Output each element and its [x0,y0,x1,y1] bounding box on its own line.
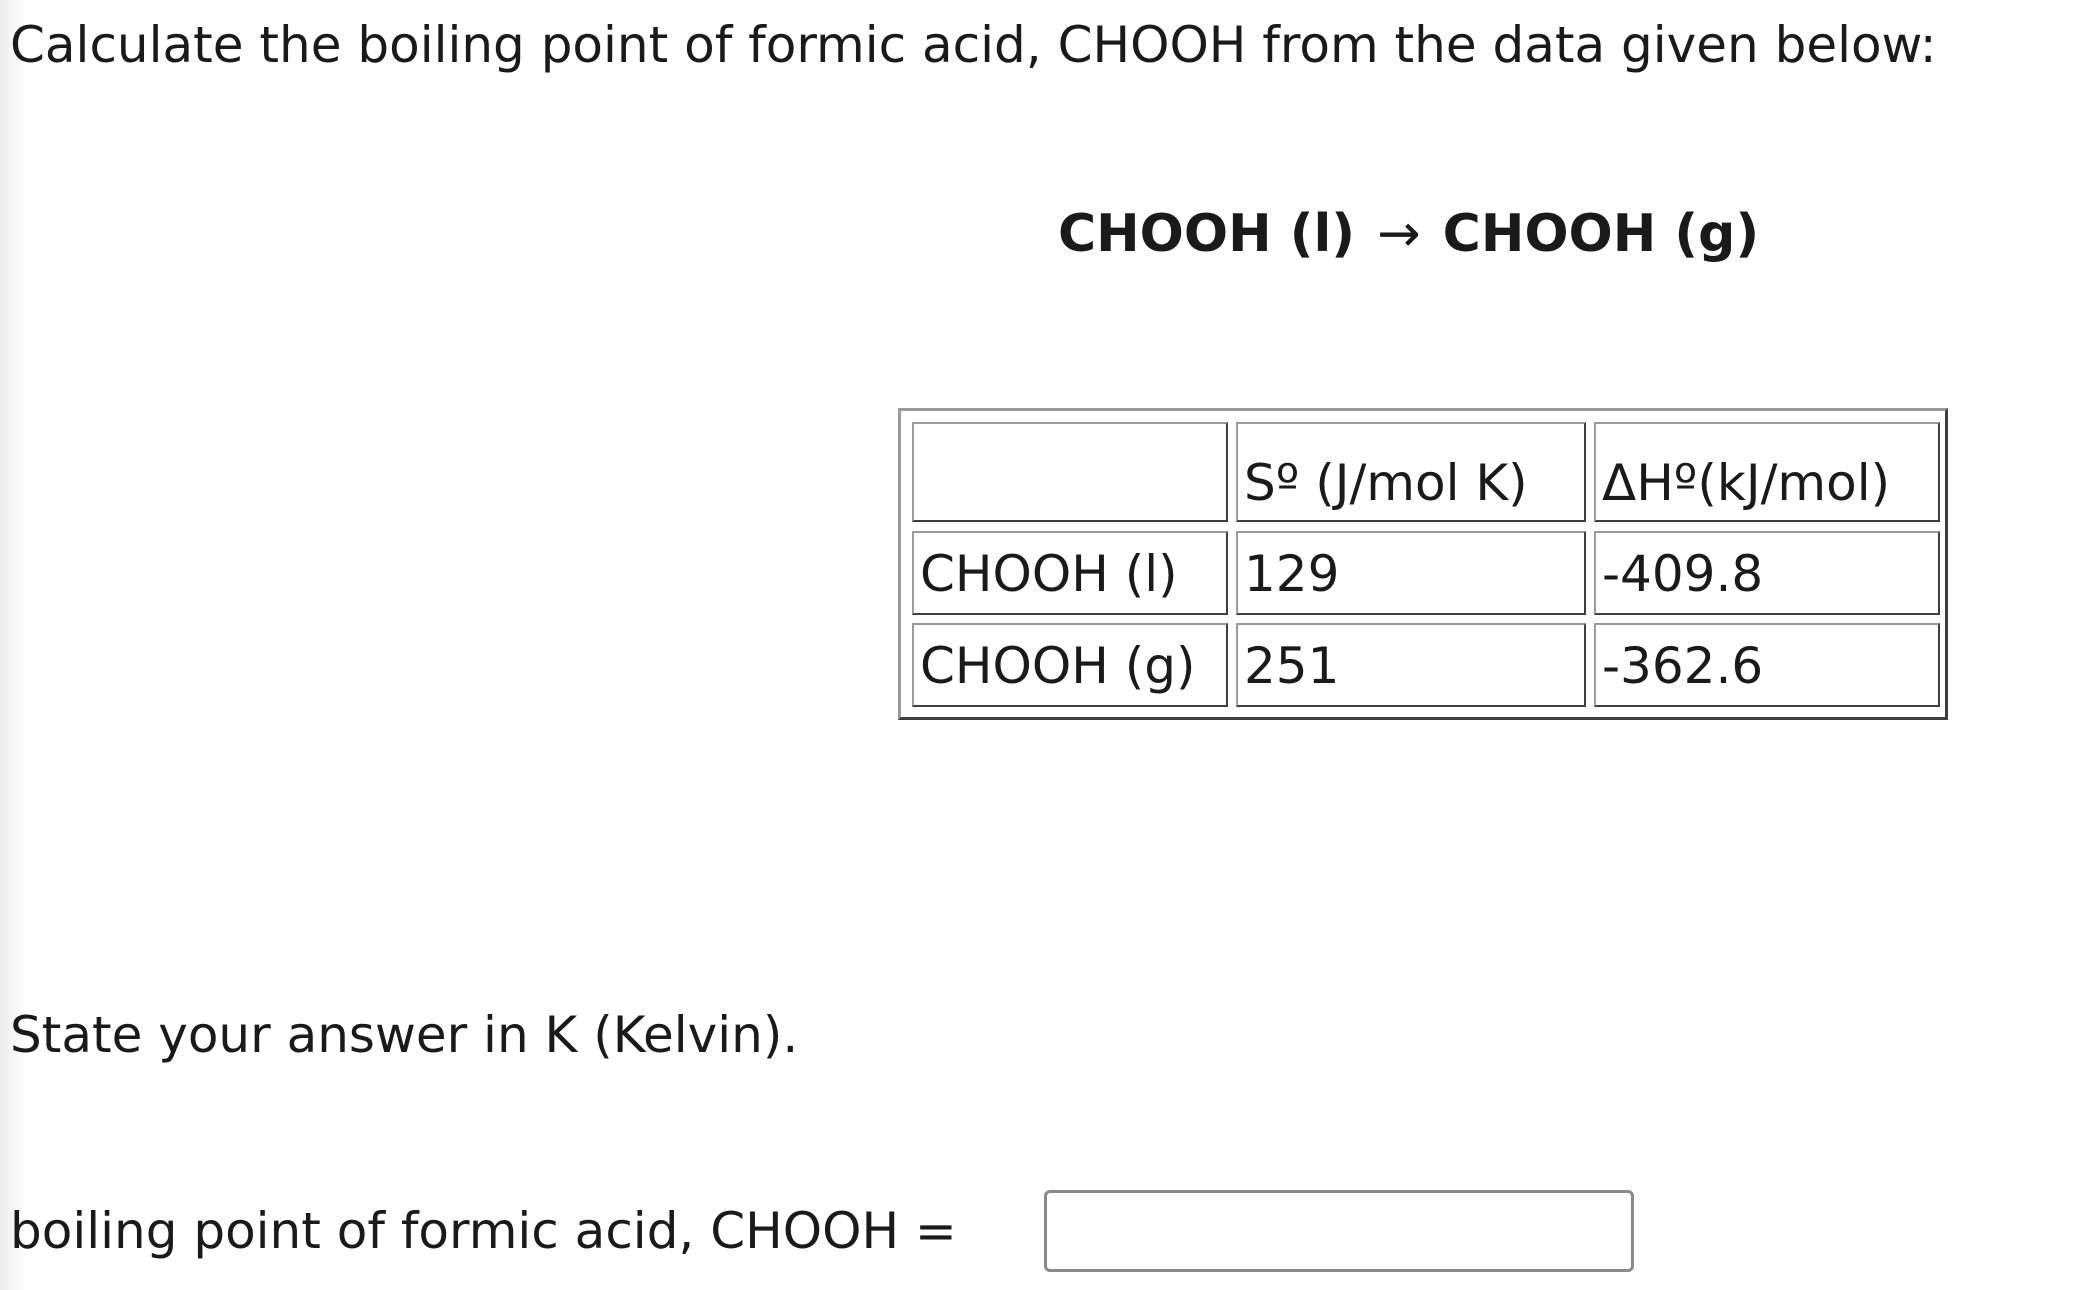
answer-input[interactable] [1044,1190,1634,1272]
table-cell: -362.6 [1594,623,1940,707]
answer-label: boiling point of formic acid, CHOOH = [10,1202,957,1260]
table-cell: 251 [1236,623,1586,707]
product: CHOOH (g) [1442,204,1760,264]
reaction-arrow: → [1377,204,1421,264]
instruction-text: State your answer in K (Kelvin). [10,1006,799,1064]
question-text: Calculate the boiling point of formic acid, CHOOH from the data given below: [10,16,1937,74]
reaction-equation [1058,202,1759,266]
table-cell: CHOOH (l) [912,531,1228,615]
table-cell: CHOOH (g) [912,623,1228,707]
table-cell: 129 [1236,531,1586,615]
thermo-data-table [898,408,1948,720]
table-header-cell: ΔHº(kJ/mol) [1594,422,1940,522]
table-header-cell: Sº (J/mol K) [1236,422,1586,522]
table-header-cell [912,422,1228,522]
reactant: CHOOH (l) [1058,204,1356,264]
left-edge-shade [0,0,26,1290]
table-cell: -409.8 [1594,531,1940,615]
